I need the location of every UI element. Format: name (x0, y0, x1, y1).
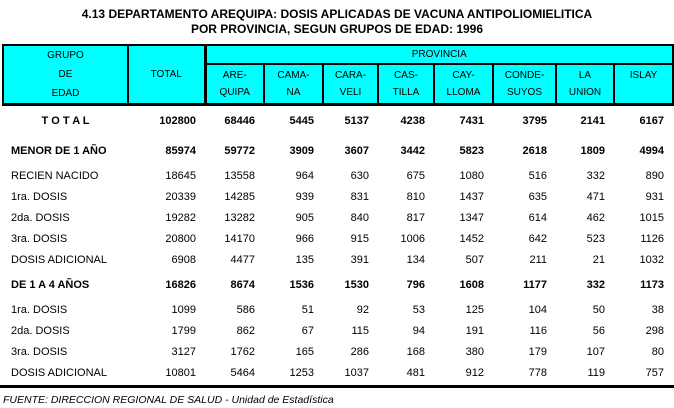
header-province-line: LA (578, 69, 592, 81)
value-cell: 635 (528, 191, 547, 203)
value-cell: 831 (350, 191, 369, 203)
header-province-cell (205, 64, 264, 105)
value-cell: 20339 (165, 191, 196, 203)
header-province-line: CONDE- (504, 69, 545, 81)
value-cell: 1080 (459, 170, 484, 182)
header-province-line: CAMA- (277, 69, 310, 81)
table-row (3, 321, 673, 342)
value-cell: 16826 (165, 279, 196, 291)
value-cell: 135 (295, 254, 314, 266)
table-row (3, 166, 673, 187)
value-cell: 471 (586, 191, 605, 203)
table-row (3, 300, 673, 321)
value-cell: 1037 (344, 367, 369, 379)
value-cell: 68446 (224, 115, 255, 128)
value-cell: 14285 (224, 191, 255, 203)
value-cell: 50 (592, 304, 605, 316)
table-row (3, 363, 673, 384)
value-cell: 1253 (289, 367, 314, 379)
value-cell: 630 (350, 170, 369, 182)
value-cell: 939 (295, 191, 314, 203)
value-cell: 21 (592, 254, 605, 266)
header-province-cell (614, 64, 673, 105)
value-cell: 104 (528, 304, 547, 316)
value-cell: 20800 (165, 233, 196, 245)
table-row (3, 250, 673, 271)
value-cell: 286 (350, 346, 369, 358)
header-group-line: EDAD (51, 88, 80, 99)
value-cell: 332 (586, 279, 605, 291)
row-label-cell: 3ra. DOSIS (11, 233, 68, 245)
header-group-cell (3, 45, 128, 105)
header-province-line: ISLAY (629, 69, 658, 81)
table-body (3, 105, 673, 384)
value-cell: 19282 (165, 212, 196, 224)
value-cell: 817 (406, 212, 425, 224)
row-label-cell: T O T A L (41, 115, 90, 128)
value-cell: 14170 (224, 233, 255, 245)
value-cell: 5137 (344, 115, 369, 128)
value-cell: 13282 (224, 212, 255, 224)
value-cell: 38 (651, 304, 665, 316)
value-cell: 5823 (459, 145, 484, 157)
row-label-cell: 1ra. DOSIS (11, 191, 68, 203)
header-province-line: CAS- (394, 69, 418, 81)
header-provincia-cell: PROVINCIA (205, 45, 673, 64)
value-cell: 53 (412, 304, 425, 316)
value-cell: 1452 (459, 233, 484, 245)
value-cell: 5445 (289, 115, 314, 128)
value-cell: 4238 (400, 115, 425, 128)
value-cell: 119 (587, 367, 605, 379)
value-cell: 80 (651, 346, 665, 358)
header-province-line: TILLA (392, 86, 420, 98)
value-cell: 1126 (640, 233, 665, 245)
table-bottom-rule (0, 385, 674, 388)
value-cell: 1530 (344, 279, 369, 291)
header-province-line (615, 84, 672, 101)
value-cell: 6167 (639, 115, 665, 128)
header-province-line: ARE- (222, 69, 247, 81)
value-cell: 642 (528, 233, 547, 245)
value-cell: 332 (586, 170, 605, 182)
table-row (3, 342, 673, 363)
value-cell: 2618 (522, 145, 547, 157)
value-cell: 3607 (344, 145, 369, 157)
value-cell: 67 (301, 325, 314, 337)
table-row (3, 137, 673, 166)
value-cell: 1762 (230, 346, 255, 358)
value-cell: 516 (528, 170, 547, 182)
header-province-line: LLOMA (446, 86, 481, 98)
value-cell: 2141 (580, 115, 605, 128)
value-cell: 1015 (639, 212, 665, 224)
row-label-cell: DOSIS ADICIONAL (11, 367, 107, 379)
footer-source: FUENTE: DIRECCION REGIONAL DE SALUD - Unidad de Estadística (3, 393, 334, 406)
value-cell: 912 (465, 367, 484, 379)
table-header (3, 45, 673, 105)
value-cell: 1173 (640, 279, 665, 291)
header-province-line: VELI (339, 86, 362, 98)
value-cell: 796 (406, 279, 425, 291)
header-row-top (3, 45, 673, 64)
value-cell: 51 (301, 304, 314, 316)
header-province-line: UNION (568, 86, 602, 98)
value-cell: 507 (465, 254, 484, 266)
value-cell: 125 (465, 304, 484, 316)
value-cell: 1608 (459, 279, 484, 291)
value-cell: 107 (586, 346, 605, 358)
header-group-line: GRUPO (47, 50, 84, 61)
value-cell: 890 (645, 170, 665, 182)
header-group-line: DE (58, 69, 73, 80)
header-province-cell (556, 64, 614, 105)
value-cell: 115 (351, 325, 369, 337)
data-table (2, 44, 674, 384)
header-province-cell (264, 64, 323, 105)
value-cell: 298 (645, 325, 665, 337)
header-province-line: SUYOS (506, 86, 542, 98)
value-cell: 966 (295, 233, 314, 245)
value-cell: 391 (350, 254, 369, 266)
value-cell: 4994 (639, 145, 665, 157)
value-cell: 614 (528, 212, 547, 224)
value-cell: 915 (350, 233, 369, 245)
row-label-cell: DE 1 A 4 AÑOS (11, 279, 90, 291)
table-title (0, 0, 674, 37)
value-cell: 3127 (171, 346, 196, 358)
header-province-line: NA (286, 86, 301, 98)
value-cell: 964 (295, 170, 314, 182)
value-cell: 905 (295, 212, 314, 224)
row-label-cell: 1ra. DOSIS (11, 304, 68, 316)
value-cell: 165 (295, 346, 314, 358)
title-line-2: POR PROVINCIA, SEGUN GRUPOS DE EDAD: 1996 (190, 22, 484, 36)
table-row (3, 187, 673, 208)
row-label-cell: DOSIS ADICIONAL (11, 254, 107, 266)
table-row (3, 105, 673, 137)
value-cell: 116 (529, 325, 547, 337)
value-cell: 931 (645, 191, 665, 203)
value-cell: 56 (592, 325, 605, 337)
row-label-cell: 3ra. DOSIS (11, 346, 68, 358)
value-cell: 18645 (165, 170, 196, 182)
value-cell: 1799 (171, 325, 196, 337)
value-cell: 3795 (522, 115, 547, 128)
value-cell: 862 (236, 325, 255, 337)
value-cell: 92 (356, 304, 369, 316)
title-line-1: 4.13 DEPARTAMENTO AREQUIPA: DOSIS APLICADAS DE VACUNA ANTIPOLIOMIELITICA (81, 7, 593, 21)
value-cell: 1536 (289, 279, 314, 291)
value-cell: 59772 (224, 145, 255, 157)
value-cell: 1809 (580, 145, 605, 157)
value-cell: 675 (406, 170, 425, 182)
value-cell: 1177 (523, 279, 547, 291)
value-cell: 1347 (459, 212, 484, 224)
value-cell: 4477 (230, 254, 255, 266)
value-cell: 102800 (159, 115, 196, 128)
row-label-cell: MENOR DE 1 AÑO (11, 145, 107, 157)
table-row (3, 229, 673, 250)
row-label-cell: RECIEN NACIDO (11, 170, 99, 182)
value-cell: 211 (529, 254, 547, 266)
value-cell: 462 (586, 212, 605, 224)
value-cell: 8674 (230, 279, 255, 291)
header-province-line: CARA- (334, 69, 367, 81)
value-cell: 6908 (171, 254, 196, 266)
value-cell: 3442 (400, 145, 425, 157)
value-cell: 94 (412, 325, 425, 337)
table-row (3, 271, 673, 300)
header-province-cell (323, 64, 378, 105)
row-label-cell: 2da. DOSIS (11, 325, 70, 337)
value-cell: 810 (406, 191, 425, 203)
value-cell: 7431 (459, 115, 484, 128)
value-cell: 13558 (224, 170, 255, 182)
value-cell: 757 (645, 367, 665, 379)
header-province-cell (434, 64, 493, 105)
value-cell: 1032 (639, 254, 665, 266)
value-cell: 481 (406, 367, 425, 379)
value-cell: 1006 (400, 233, 425, 245)
header-total-cell: TOTAL (128, 45, 205, 105)
value-cell: 134 (406, 254, 425, 266)
value-cell: 778 (528, 367, 547, 379)
value-cell: 840 (350, 212, 369, 224)
value-cell: 1437 (459, 191, 484, 203)
value-cell: 85974 (165, 145, 196, 157)
value-cell: 5464 (230, 367, 255, 379)
table-row (3, 208, 673, 229)
header-province-line: QUIPA (219, 86, 250, 98)
value-cell: 523 (586, 233, 605, 245)
value-cell: 1099 (171, 304, 196, 316)
header-province-cell (378, 64, 434, 105)
value-cell: 586 (236, 304, 255, 316)
header-province-line: CAY- (452, 69, 475, 81)
value-cell: 168 (406, 346, 425, 358)
row-label-cell: 2da. DOSIS (11, 212, 70, 224)
value-cell: 10801 (165, 367, 196, 379)
value-cell: 179 (528, 346, 547, 358)
header-province-cell (493, 64, 556, 105)
value-cell: 3909 (289, 145, 314, 157)
value-cell: 191 (465, 325, 484, 337)
value-cell: 380 (465, 346, 484, 358)
